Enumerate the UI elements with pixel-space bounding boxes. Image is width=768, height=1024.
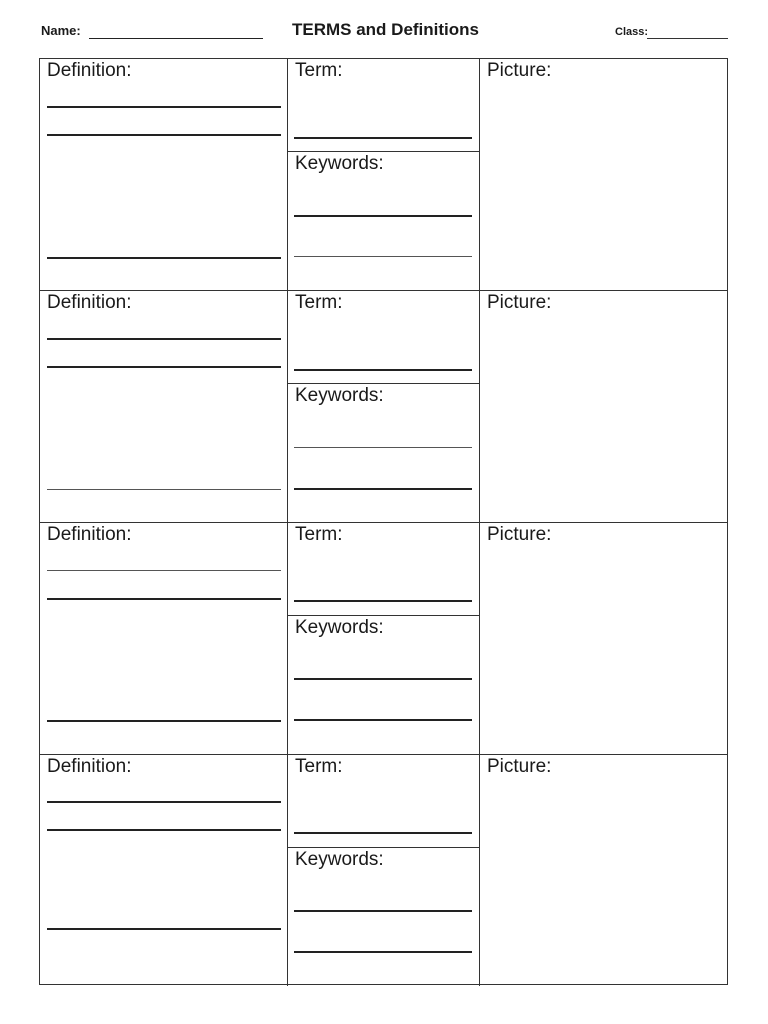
picture-label: Picture: bbox=[487, 292, 552, 313]
definition-line[interactable] bbox=[47, 570, 281, 571]
definition-label: Definition: bbox=[47, 292, 132, 313]
definition-cell[interactable] bbox=[40, 291, 288, 522]
term-row bbox=[40, 755, 727, 986]
term-label: Term: bbox=[295, 292, 343, 313]
term-line[interactable] bbox=[294, 137, 472, 139]
term-keyword-column bbox=[288, 291, 480, 522]
term-label: Term: bbox=[295, 524, 343, 545]
term-line[interactable] bbox=[294, 600, 472, 602]
definition-cell[interactable] bbox=[40, 523, 288, 754]
keywords-cell[interactable] bbox=[288, 848, 479, 986]
name-label: Name: bbox=[41, 23, 81, 38]
term-cell[interactable] bbox=[288, 755, 479, 848]
keyword-line[interactable] bbox=[294, 447, 472, 448]
keyword-line[interactable] bbox=[294, 910, 472, 912]
definition-cell[interactable] bbox=[40, 59, 288, 290]
term-label: Term: bbox=[295, 60, 343, 81]
class-blank[interactable] bbox=[647, 38, 728, 39]
picture-label: Picture: bbox=[487, 524, 552, 545]
page-title: TERMS and Definitions bbox=[292, 20, 479, 39]
definition-line[interactable] bbox=[47, 720, 281, 722]
term-cell[interactable] bbox=[288, 523, 479, 616]
definition-cell[interactable] bbox=[40, 755, 288, 986]
keywords-label: Keywords: bbox=[295, 617, 384, 638]
term-line[interactable] bbox=[294, 369, 472, 371]
definition-line[interactable] bbox=[47, 257, 281, 259]
picture-cell[interactable] bbox=[480, 291, 727, 522]
definition-line[interactable] bbox=[47, 134, 281, 136]
keywords-cell[interactable] bbox=[288, 616, 479, 754]
term-cell[interactable] bbox=[288, 59, 479, 152]
definition-label: Definition: bbox=[47, 60, 132, 81]
definition-label: Definition: bbox=[47, 524, 132, 545]
terms-grid bbox=[39, 58, 728, 985]
definition-line[interactable] bbox=[47, 829, 281, 831]
class-label: Class: bbox=[615, 26, 649, 38]
term-row bbox=[40, 59, 727, 291]
picture-cell[interactable] bbox=[480, 523, 727, 754]
name-blank[interactable] bbox=[89, 38, 263, 39]
keywords-cell[interactable] bbox=[288, 152, 479, 290]
keywords-label: Keywords: bbox=[295, 153, 384, 174]
keyword-line[interactable] bbox=[294, 488, 472, 490]
term-keyword-column bbox=[288, 755, 480, 986]
definition-line[interactable] bbox=[47, 928, 281, 930]
term-row bbox=[40, 291, 727, 523]
definition-line[interactable] bbox=[47, 106, 281, 108]
definition-line[interactable] bbox=[47, 489, 281, 490]
definition-line[interactable] bbox=[47, 801, 281, 803]
term-line[interactable] bbox=[294, 832, 472, 834]
keyword-line[interactable] bbox=[294, 215, 472, 217]
picture-cell[interactable] bbox=[480, 59, 727, 290]
term-cell[interactable] bbox=[288, 291, 479, 384]
term-keyword-column bbox=[288, 523, 480, 754]
picture-label: Picture: bbox=[487, 60, 552, 81]
picture-label: Picture: bbox=[487, 756, 552, 777]
term-label: Term: bbox=[295, 756, 343, 777]
keyword-line[interactable] bbox=[294, 678, 472, 680]
keywords-label: Keywords: bbox=[295, 385, 384, 406]
keyword-line[interactable] bbox=[294, 256, 472, 257]
definition-label: Definition: bbox=[47, 756, 132, 777]
definition-line[interactable] bbox=[47, 598, 281, 600]
keyword-line[interactable] bbox=[294, 719, 472, 721]
definition-line[interactable] bbox=[47, 366, 281, 368]
keywords-cell[interactable] bbox=[288, 384, 479, 522]
keywords-label: Keywords: bbox=[295, 849, 384, 870]
keyword-line[interactable] bbox=[294, 951, 472, 953]
term-row bbox=[40, 523, 727, 755]
term-keyword-column bbox=[288, 59, 480, 290]
definition-line[interactable] bbox=[47, 338, 281, 340]
picture-cell[interactable] bbox=[480, 755, 727, 986]
